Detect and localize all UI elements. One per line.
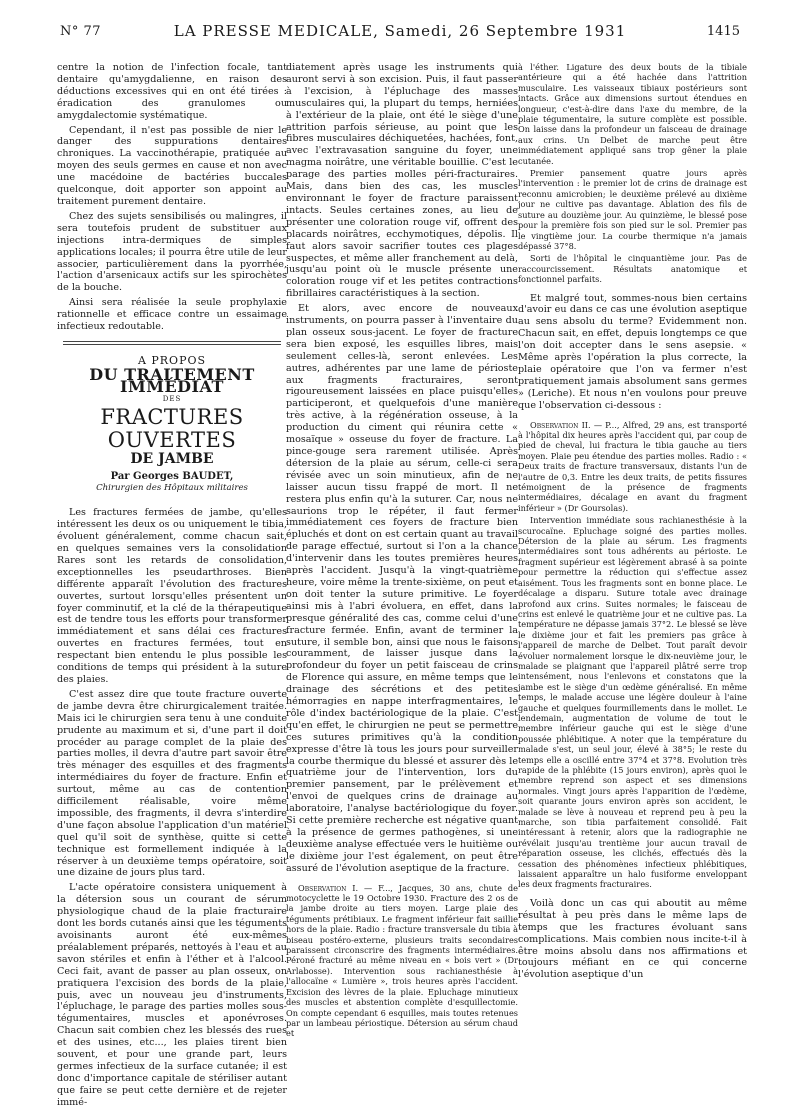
section-divider [63, 341, 281, 342]
article-author: Par Georges BAUDET, [110, 471, 234, 483]
paragraph: Et malgré tout, sommes-nous bien certains d'avoir eu dans ce cas une évolution aseptique au sens absolu du terme? Evidemment non. Chacun sait, en effet, depuis longtemps ce que l'on doit accepter dans le sens asepsie. « Même après l'opération la plus correcte, la plaie opératoire que l'on va fermer n'est pratiquement jamais absolument sans germes » (Leriche). Et nous n'en voulons pour preuve que l'observation ci-dessous : [518, 292, 747, 411]
paragraph: Ainsi sera réalisée la seule prophylaxie rationnelle et efficace contre un essaimage infectieux redoutable. [57, 297, 287, 333]
observation-label: Observation II. [530, 419, 591, 430]
observation-text: — P..., Alfred, 29 ans, est transporté à l'hôpital dix heures après l'accident qui, par coup de pied de cheval, lui fractura le tibia gauche au tiers moyen. Plaie peu étendue des parties molles. Radio : « Deux traits de fracture transversaux, distants l'un de l'autre de 0,3. Entre les deux traits, de petits fissures témoignent de la présence de fragments intermédiaires, décalage en avant du fragment inférieur » (Dr Goursolas). [518, 419, 747, 513]
article-heading [57, 355, 287, 495]
paragraph: L'acte opératoire consistera uniquement à la détersion sous un courant de sérum physiologique chaud de la plaie fracturaire dont les bords cutanés ainsi que les téguments avoisinants auront été eux-mêmes préalablement préparés, nettoyés à l'eau et au savon stériles et enfin à l'éther et à l'alcool. Ceci fait, avant de passer au plan osseux, on pratiquera l'excision des bords de la plaie, puis, avec un nouveau jeu d'instruments, l'épluchage, le parage des parties molles sous-tégumentaires, muscles et aponévroses. Chacun sait combien chez les blessés des rues et des usines, etc..., les plaies tirent bien souvent, et pour une grande part, leurs germes infectieux de la surface cutanée; il est donc d'importance capitale de stériliser autant que faire se peut cette dernière et de rejeter immé- [57, 882, 287, 1108]
journal-title: LA PRESSE MEDICALE, Samedi, 26 Septembre 1931 [173, 22, 627, 40]
column-3 [518, 62, 747, 1072]
paragraph: C'est assez dire que toute fracture ouverte de jambe devra être chirurgicalement traitée. Mais ici le chirurgien sera tenu à une conduite prudente au maximum et si, d'une part il doit procéder au parage complet de la plaie des parties molles, il devra d'autre part savoir être très ménager des esquilles et des fragments intermédiaires du foyer de fracture. Enfin et surtout, même au cas de contention difficilement réalisable, voire même impossible, des fragments, il devra s'interdire d'une façon absolue l'application d'un matériel quel qu'il soit de synthèse, quitte si cette technique est formellement indiquée à la réserver à un deuxième temps opératoire, soit une dizaine de jours plus tard. [57, 688, 287, 879]
paragraph: Chez des sujets sensibilisés ou malingres, il sera toutefois prudent de substituer aux injections intra-dermiques de simples applications locales; il pourra être utile de leur associer, particulièrement dans la pyorrhée, l'action d'arsenicaux actifs sur les spirochètes de la bouche. [57, 210, 287, 294]
observation-label: Observation I. [298, 882, 359, 893]
paragraph: Et alors, avec encore de nouveaux instruments, on pourra passer à l'inventaire du plan osseux sous-jacent. Le foyer de fracture sera bien exposé, les esquilles libres, mais seulement celles-là, seront enlevées. Les autres, adhérentes par une lame de périoste aux fragments fracturaires, seront rigoureusement laissées en place puisqu'elles participeront, et quelquefois d'une manière très active, à la régénération osseuse, à la production du ciment qui réunira cette « mosaïque » osseuse du foyer de fracture. La pince-gouge sera rarement utilisée. Après détersion de la plaie au sérum, celle-ci sera révisée avec un soin minutieux, afin de ne laisser aucun tissu frappé de mort. Il ne restera plus enfin qu'à la suturer. Car, nous ne saurions trop le répéter, il faut fermer immédiatement ces foyers de fracture bien épluchés et dont on est certain quant au travail de parage effectué, surtout si l'on a la chance d'intervenir dans les toutes premières heures après l'accident. Jusqu'à la vingt-quatrième heure, voire même la trente-sixième, on peut et on doit tenter la suture primitive. Le foyer ainsi mis à l'abri évoluera, en effet, dans la presque généralité des cas, comme celui d'une fracture fermée. Enfin, avant de terminer la suture, il semble bon, ainsi que nous le faisons couramment, de laisser jusque dans la profondeur du foyer un petit faisceau de crins de Florence qui assure, en même temps que le drainage des sécrétions et des petites hémorragies en nappe interfragmentaires, le rôle d'index bactériologique de la plaie. C'est qu'en effet, le chirurgien ne peut se permettre ces sutures primitives qu'à la condition expresse d'être là tous les jours pour surveiller la courbe thermique du blessé et assurer dès le quatrième jour de l'intervention, lors du premier pansement, par le prélèvement et l'envoi de quelques crins de drainage au laboratoire, l'analyse bactériologique du foyer. Si cette première recherche est négative quant à la présence de germes pathogènes, si une deuxième analyse effectuée vers le huitième ou le dixième jour l'est également, on peut être assuré de l'évolution aseptique de la fracture. [286, 303, 518, 874]
paragraph: Sorti de l'hôpital le cinquantième jour. Pas de raccourcissement. Résultats anatomique et fonctionnel parfaits. [518, 253, 747, 285]
paragraph: diatement après usage les instruments qui auront servi à son excision. Puis, il faut passer à l'excision, à l'épluchage des masses musculaires qui, la plupart du temps, herniées à l'extérieur de la plaie, ont été le siège d'une attrition parfois sérieuse, au point que les fibres musculaires déchiquetées, hachées, font, avec l'extravasation sanguine du foyer, une magma noirâtre, une véritable bouillie. C'est le parage des parties molles péri-fracturaires. Mais, dans bien des cas, les muscles environnant le foyer de fracture paraissent intacts. Seules certaines zones, au lieu de présenter une coloration rouge vif, offrent des placards noirâtres, ecchymotiques, dépolis. Il faut alors savoir sacrifier toutes ces plages suspectes, et même aller franchement au delà, jusqu'au point où le muscle présente une coloration rouge vif et les petites contractions fibrillaires caractéristiques à la section. [286, 62, 518, 300]
paragraph: à l'éther. Ligature des deux bouts de la tibiale antérieure qui a été hachée dans l'attrition musculaire. Les vaisseaux tibiaux postérieurs sont intacts. Grâce aux dimensions surtout étendues en longueur, c'est-à-dire dans l'axe du membre, de la plaie tégumentaire, la suture complète est possible. On laisse dans la profondeur un faisceau de drainage aux crins. Un Delbet de marche peut être immédiatement appliqué sans trop gêner la plaie cutanée. [518, 62, 747, 166]
paragraph: Voilà donc un cas qui aboutit au même résultat à peu près dans le même laps de temps que les fractures évoluant sans complications. Mais combien nous incite-t-il à être moins absolu dans nos affirmations et toujours méfiant en ce qui concerne l'évolution aseptique d'un [518, 897, 747, 981]
paragraph: centre la notion de l'infection focale, tant dentaire qu'amygdalienne, en raison des déductions excessives qui en ont été tirées : éradication des granulomes ou amygdalectomie systématique. [57, 62, 287, 121]
observation-2 [518, 420, 747, 890]
page-header [60, 22, 740, 44]
observation-1 [286, 883, 518, 1039]
article-title-connector: DES [162, 394, 182, 403]
page-number: 1415 [706, 24, 740, 39]
article-kicker: A PROPOS [137, 353, 207, 367]
observation-text: — F..., Jacques, 30 ans, chute de motocyclette le 19 Octobre 1930. Fracture des 2 os de la jambe droite au tiers moyen. Large plaie des téguments prétibiaux. Le fragment inférieur fait saillie hors de la plaie. Radio : fracture transversale du tibia à biseau postéro-externe, plusieurs traits secondaires paraissent circonscrire des fragments intermédiaires. Péroné fracturé au même niveau en « bois vert » (Dr Arlabosse). Intervention sous rachianesthésie à l'allocaïne « Lumière », trois heures après l'accident. Excision des lèvres de la plaie. Epluchage minutieux des muscles et abstention complète d'esquillectomie. On compte cependant 6 esquilles, mais toutes retenues par un lambeau périostique. Détersion au sérum chaud et [286, 882, 518, 1039]
author-affiliation: Chirurgien des Hôpitaux militaires [96, 483, 248, 494]
column-2 [286, 62, 518, 1072]
section-divider [63, 344, 281, 345]
article-title-line-2: FRACTURES OUVERTES [100, 404, 244, 452]
article-title-line-3: DE JAMBE [130, 450, 214, 467]
observation-1-continued [518, 62, 747, 285]
paragraph: Premier pansement quatre jours après l'intervention : le premier lot de crins de drainage est reconnu amicrobien; le deuxième prélevé au dixième jour ne cultive pas davantage. Ablation des fils de suture au douzième jour. Au quinzième, le blessé pose pour la première fois son pied sur le sol. Premier pas le vingtième jour. La courbe thermique n'a jamais dépassé 37°8. [518, 168, 747, 251]
paragraph: Les fractures fermées de jambe, qu'elles intéressent les deux os ou uniquement le tibia, évoluent généralement, comme chacun sait, en quelques semaines vers la consolidation Rares sont les retards de consolidation, exceptionnelles les pseudarthroses. Bien différente apparaît l'évolution des fractures ouvertes, surtout lorsqu'elles présentent un foyer comminutif, et la clé de la thérapeutique est de tendre tous les efforts pour transformer immédiatement et sans délai ces fractures ouvertes en fractures fermées, tout en respectant bien entendu le plus possible les conditions de temps qui président à la suture des plaies. [57, 507, 287, 685]
column-1 [57, 62, 287, 1108]
article-title-line-1: DU TRAITEMENT IMMÉDIAT [89, 364, 255, 396]
paragraph: Cependant, il n'est pas possible de nier le danger des suppurations dentaires chroniques. La vaccinothérapie, pratiquée au moyen des seuls germes en cause et non avec une macédoine de bactéries buccales quelconque, doit apporter son appoint au traitement purement dentaire. [57, 124, 287, 207]
paragraph: Intervention immédiate sous rachianesthésie à la scurocaïne. Epluchage soigné des parties molles. Détersion de la plaie au sérum. Les fragments intermédiaires sont tous adhérents au périoste. Le fragment supérieur est légèrement abrasé à sa pointe pour permettre la réduction qui s'effectue assez aisément. Tous les fragments sont en bonne place. Le décalage a disparu. Suture totale avec drainage profond aux crins. Suites normales; le faisceau de crins est enlevé le quatrième jour et ne cultive pas. La température ne dépasse jamais 37°2. Le blessé se lève le dixième jour et fait les premiers pas grâce à l'appareil de marche de Delbet. Tout paraît devoir évoluer normalement lorsque le dix-neuvième jour, le malade se plaignant que l'appareil plâtré serre trop intensément, nous l'enlevons et constatons que la jambe est le siège d'un œdème généralisé. En même temps, le malade accuse une légère douleur à l'aine gauche et quelques fourmillements dans le mollet. Le lendemain, augmentation de volume de tout le membre inférieur gauche qui est le siège d'une poussée phlébitique. A noter que la température du malade s'est, un seul jour, élevé à 38°5; le reste du temps elle a oscillé entre 37°4 et 37°8. Evolution très rapide de la phlébite (15 jours environ), après quoi le membre reprend son aspect et ses dimensions normales. Vingt jours après l'apparition de l'œdème, soit quarante jours environ après son accident, le malade se lève à nouveau et reprend peu à peu la marche, son tibia parfaitement consolidé. Fait intéressant à retenir, alors que la radiographie ne révélait jusqu'au trentième jour aucun travail de réparation osseuse, les clichés, effectués dès la cessation des phénomènes infectieux phlébitiques, laissaient apparaître un halo fusiforme enveloppant les deux fragments fracturaires. [518, 515, 747, 890]
issue-number: N° 77 [60, 24, 102, 39]
